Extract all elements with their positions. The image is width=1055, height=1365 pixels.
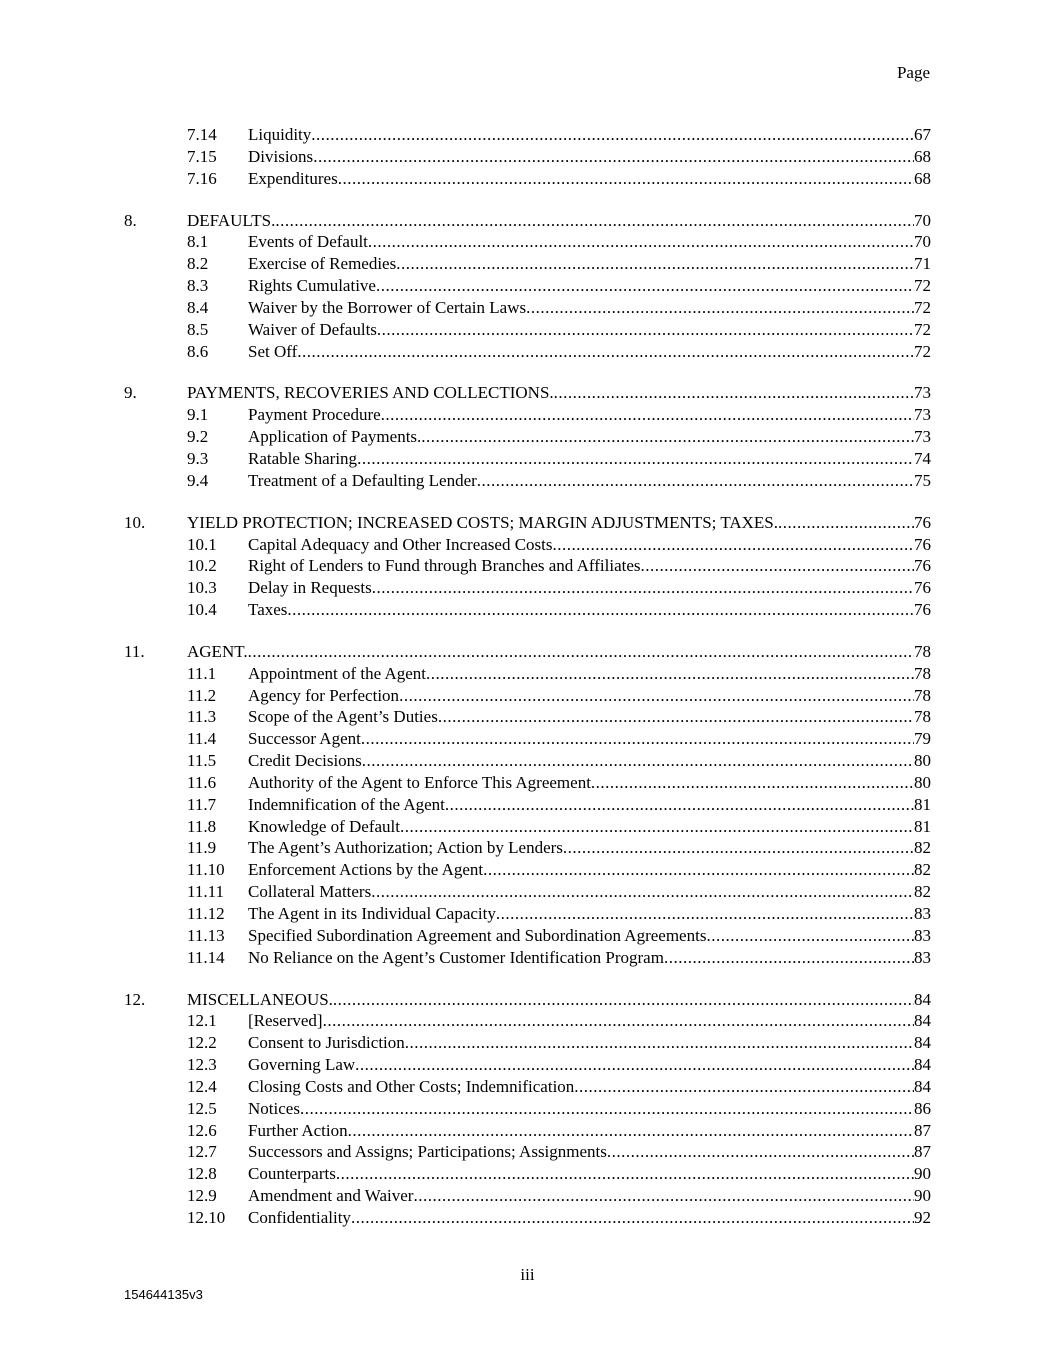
dot-leader: [287, 599, 914, 621]
subsection-title: Application of Payments.: [248, 427, 422, 447]
subsection-title: Events of Default: [248, 232, 368, 252]
dot-leader: [361, 728, 914, 750]
subsection-number: 12.7: [187, 1142, 217, 1162]
page-number: iii: [520, 1265, 535, 1284]
subsection-number: 7.14: [187, 125, 217, 144]
dot-leader: [297, 341, 914, 363]
subsection-number: 7.16: [187, 168, 217, 188]
toc-subsection-row: [0, 1185, 1055, 1207]
dot-leader: [413, 1185, 914, 1207]
toc-subsection-row: [0, 426, 1055, 448]
toc-subsection-row: [0, 1054, 1055, 1076]
page-ref: 68: [914, 168, 931, 188]
subsection-title: Waiver by the Borrower of Certain Laws: [248, 297, 527, 317]
toc-subsection-row: [0, 448, 1055, 470]
page-ref: 76: [914, 600, 931, 620]
page-ref: 84: [914, 1076, 931, 1096]
subsection-number: 11.13: [187, 925, 225, 945]
dot-leader: [357, 448, 914, 470]
toc-subsection-row: [0, 599, 1055, 621]
toc-entry-link[interactable]: [248, 231, 931, 253]
dot-leader: [477, 470, 914, 492]
subsection-title: Agency for Perfection: [248, 685, 400, 705]
page-ref: 87: [914, 1142, 931, 1162]
page-column-label: Page: [896, 63, 930, 82]
page-ref: 83: [914, 904, 931, 923]
toc-subsection-row: [0, 534, 1055, 556]
subsection-title: Counterparts: [248, 1164, 336, 1184]
toc-section-heading: [0, 641, 1055, 663]
subsection-title: Waiver of Defaults: [248, 319, 377, 339]
page-ref: 86: [914, 1098, 931, 1118]
toc-entry-link[interactable]: [248, 750, 931, 772]
page-ref: 84: [914, 1055, 931, 1075]
toc-entry-link[interactable]: [248, 534, 931, 556]
toc-entry-link[interactable]: [248, 728, 931, 750]
toc-subsection-row: [0, 663, 1055, 685]
page-ref: 71: [914, 254, 931, 274]
toc-subsection-row: [0, 1098, 1055, 1120]
subsection-title: Treatment of a Defaulting Lender: [248, 470, 477, 490]
subsection-number: 11.7: [187, 794, 217, 814]
subsection-number: 10.2: [187, 556, 217, 576]
subsection-number: 11.11: [187, 882, 224, 902]
dot-leader: [574, 1076, 914, 1098]
subsection-title: The Agent in its Individual Capacity: [248, 904, 496, 923]
page-ref: 68: [914, 146, 931, 166]
subsection-title: Taxes: [248, 600, 288, 620]
page-ref: 78: [914, 707, 931, 727]
dot-leader: [483, 859, 914, 881]
subsection-number: 9.3: [187, 448, 209, 468]
subsection-number: 8.4: [187, 297, 209, 317]
dot-leader: [563, 837, 914, 859]
toc-entry-link[interactable]: [248, 168, 931, 190]
subsection-title: The Agent’s Authorization; Action by Lenders: [248, 838, 563, 858]
page-ref: 84: [914, 989, 931, 1009]
toc-section: [0, 124, 1055, 190]
dot-leader: [371, 881, 914, 903]
dot-leader: [496, 903, 914, 925]
toc-subsection-row: [0, 275, 1055, 297]
page-ref: 84: [914, 1033, 931, 1053]
dot-leader: [396, 253, 914, 275]
page-ref: 80: [914, 751, 931, 771]
toc-entry-link[interactable]: [248, 1098, 931, 1120]
toc-entry-link[interactable]: [248, 685, 931, 707]
toc-subsection-row: [0, 859, 1055, 881]
page-ref: 72: [914, 297, 931, 317]
subsection-number: 11.4: [187, 729, 217, 749]
section-title: DEFAULTS.: [187, 210, 276, 230]
subsection-number: 12.5: [187, 1098, 217, 1118]
subsection-title: Amendment and Waiver: [248, 1186, 414, 1206]
subsection-title: Enforcement Actions by the Agent: [248, 860, 484, 880]
page-ref: 78: [914, 685, 931, 705]
toc-entry-link[interactable]: [248, 297, 931, 319]
page-ref: 87: [914, 1120, 931, 1140]
toc-section-heading: [0, 989, 1055, 1011]
toc-subsection-row: [0, 124, 1055, 146]
toc-subsection-row: [0, 146, 1055, 168]
dot-leader: [421, 426, 914, 448]
toc-subsection-row: [0, 881, 1055, 903]
toc-subsection-row: [0, 1163, 1055, 1185]
dot-leader: [778, 512, 914, 534]
toc-subsection-row: [0, 1120, 1055, 1142]
toc-section: [0, 512, 1055, 621]
toc-entry-link[interactable]: [187, 382, 931, 404]
toc-entry-link[interactable]: [248, 470, 931, 492]
dot-leader: [381, 404, 914, 426]
page-ref: 82: [914, 860, 931, 880]
section-number: 10.: [124, 512, 146, 532]
toc-section: [0, 382, 1055, 491]
toc-subsection-row: [0, 577, 1055, 599]
toc-entry-link[interactable]: [248, 1032, 931, 1054]
toc-entry-link[interactable]: [248, 794, 931, 816]
page-ref: 70: [914, 232, 931, 252]
toc-entry-link[interactable]: [248, 253, 931, 275]
dot-leader: [376, 275, 914, 297]
subsection-title: Closing Costs and Other Costs; Indemnification: [248, 1076, 575, 1096]
page-ref: 78: [914, 641, 931, 661]
subsection-number: 12.2: [187, 1033, 217, 1053]
subsection-title: Collateral Matters: [248, 882, 372, 902]
subsection-number: 11.9: [187, 838, 217, 858]
subsection-number: 10.4: [187, 600, 217, 620]
dot-leader: [438, 706, 914, 728]
toc-entry-link[interactable]: [248, 404, 931, 426]
toc-subsection-row: [0, 1010, 1055, 1032]
toc-entry-link[interactable]: [248, 426, 931, 448]
toc-entry-link[interactable]: [248, 881, 931, 903]
dot-leader: [405, 1032, 914, 1054]
dot-leader: [368, 231, 914, 253]
page-ref: 67: [914, 125, 931, 144]
dot-leader: [300, 1098, 914, 1120]
toc-entry-link[interactable]: [248, 599, 931, 621]
subsection-title: Indemnification of the Agent: [248, 794, 445, 814]
subsection-number: 11.5: [187, 751, 217, 771]
subsection-title: Scope of the Agent’s Duties: [248, 707, 438, 727]
subsection-number: 12.4: [187, 1076, 217, 1096]
page-ref: 84: [914, 1011, 931, 1031]
dot-leader: [706, 925, 914, 947]
dot-leader: [275, 210, 914, 232]
subsection-title: Confidentiality: [248, 1207, 351, 1227]
subsection-number: 8.3: [187, 276, 209, 296]
subsection-number: 11.6: [187, 772, 217, 792]
section-title: MISCELLANEOUS.: [187, 989, 333, 1009]
toc-entry-link[interactable]: [248, 275, 931, 297]
subsection-number: 7.15: [187, 146, 217, 166]
subsection-number: 8.5: [187, 319, 209, 339]
toc-entry-link[interactable]: [248, 1010, 931, 1032]
toc-subsection-row: [0, 750, 1055, 772]
toc-entry-link[interactable]: [248, 341, 931, 363]
toc-entry-link[interactable]: [248, 925, 931, 947]
subsection-number: 11.10: [187, 860, 225, 880]
table-of-contents: [0, 124, 1055, 1249]
subsection-number: 8.2: [187, 254, 209, 274]
toc-entry-link[interactable]: [248, 1185, 931, 1207]
page-ref: 73: [914, 405, 931, 425]
subsection-title: Capital Adequacy and Other Increased Costs: [248, 534, 553, 554]
section-number: 9.: [124, 383, 137, 403]
toc-entry-link[interactable]: [248, 816, 931, 838]
subsection-number: 9.1: [187, 405, 209, 425]
subsection-number: 11.12: [187, 904, 225, 923]
toc-entry-link[interactable]: [248, 1054, 931, 1076]
page-ref: 82: [914, 838, 931, 858]
toc-subsection-row: [0, 1141, 1055, 1163]
subsection-title: Delay in Requests: [248, 578, 372, 598]
subsection-title: Rights Cumulative: [248, 276, 376, 296]
toc-entry-link[interactable]: [248, 903, 931, 925]
page-ref: 81: [914, 816, 931, 836]
toc-entry-link[interactable]: [248, 663, 931, 685]
subsection-number: 11.1: [187, 663, 217, 683]
subsection-number: 11.8: [187, 816, 217, 836]
dot-leader: [248, 641, 914, 663]
toc-subsection-row: [0, 772, 1055, 794]
dot-leader: [400, 816, 914, 838]
toc-subsection-row: [0, 297, 1055, 319]
section-title: AGENT.: [187, 641, 248, 661]
subsection-title: Credit Decisions: [248, 751, 362, 771]
dot-leader: [323, 1010, 914, 1032]
dot-leader: [399, 685, 914, 707]
dot-leader: [362, 750, 914, 772]
page-ref: 92: [914, 1207, 931, 1227]
page-ref: 90: [914, 1186, 931, 1206]
toc-subsection-row: [0, 903, 1055, 925]
dot-leader: [591, 772, 914, 794]
toc-subsection-row: [0, 1076, 1055, 1098]
dot-leader: [664, 947, 914, 969]
toc-entry-link[interactable]: [187, 989, 931, 1011]
page-ref: 76: [914, 578, 931, 598]
subsection-number: 12.10: [187, 1207, 226, 1227]
page-ref: 83: [914, 925, 931, 945]
toc-entry-link[interactable]: [248, 772, 931, 794]
toc-section: [0, 210, 1055, 363]
section-title: PAYMENTS, RECOVERIES AND COLLECTIONS.: [187, 383, 554, 403]
dot-leader: [553, 534, 915, 556]
subsection-number: 10.3: [187, 578, 217, 598]
subsection-number: 12.1: [187, 1011, 217, 1031]
subsection-number: 11.2: [187, 685, 217, 705]
subsection-number: 9.4: [187, 470, 209, 490]
toc-subsection-row: [0, 947, 1055, 969]
toc-entry-link[interactable]: [248, 448, 931, 470]
page-ref: 79: [914, 729, 931, 749]
subsection-number: 12.3: [187, 1055, 217, 1075]
toc-entry-link[interactable]: [248, 146, 931, 168]
subsection-title: Appointment of the Agent: [248, 663, 427, 683]
section-number: 11.: [124, 641, 145, 661]
toc-subsection-row: [0, 794, 1055, 816]
dot-leader: [355, 1054, 914, 1076]
dot-leader: [641, 555, 914, 577]
page-ref: 82: [914, 882, 931, 902]
page-ref: 90: [914, 1164, 931, 1184]
page-ref: 83: [914, 947, 931, 967]
subsection-title: No Reliance on the Agent’s Customer Identification Program: [248, 947, 664, 967]
toc-entry-link[interactable]: [187, 641, 931, 663]
page-ref: 74: [914, 448, 931, 468]
toc-subsection-row: [0, 319, 1055, 341]
subsection-title: Knowledge of Default: [248, 816, 401, 836]
toc-section-heading: [0, 382, 1055, 404]
subsection-title: Authority of the Agent to Enforce This Agreement: [248, 772, 591, 792]
toc-entry-link[interactable]: [248, 706, 931, 728]
section-number: 8.: [124, 210, 137, 230]
toc-entry-link[interactable]: [248, 319, 931, 341]
page-ref: 73: [914, 383, 931, 403]
subsection-title: Set Off: [248, 341, 298, 361]
dot-leader: [554, 382, 914, 404]
toc-subsection-row: [0, 253, 1055, 275]
dot-leader: [338, 168, 914, 190]
toc-subsection-row: [0, 816, 1055, 838]
subsection-title: Right of Lenders to Fund through Branches and Affiliates: [248, 556, 641, 576]
toc-entry-link[interactable]: [187, 512, 931, 534]
toc-entry-link[interactable]: [248, 1120, 931, 1142]
toc-section: [0, 641, 1055, 969]
page-ref: 76: [914, 534, 931, 554]
page-ref: 75: [914, 470, 931, 490]
dot-leader: [526, 297, 914, 319]
subsection-title: [Reserved]: [248, 1011, 323, 1031]
page-ref: 73: [914, 427, 931, 447]
subsection-title: Divisions: [248, 146, 314, 166]
subsection-title: Successor Agent: [248, 729, 361, 749]
toc-entry-link[interactable]: [248, 1163, 931, 1185]
toc-entry-link[interactable]: [248, 555, 931, 577]
subsection-number: 9.2: [187, 427, 209, 447]
toc-entry-link[interactable]: [248, 1207, 931, 1229]
subsection-number: 12.8: [187, 1164, 217, 1184]
subsection-number: 11.3: [187, 707, 217, 727]
dot-leader: [377, 319, 914, 341]
toc-subsection-row: [0, 837, 1055, 859]
toc-subsection-row: [0, 341, 1055, 363]
dot-leader: [445, 794, 914, 816]
toc-entry-link[interactable]: [187, 210, 931, 232]
dot-leader: [607, 1141, 914, 1163]
dot-leader: [336, 1163, 914, 1185]
toc-subsection-row: [0, 168, 1055, 190]
toc-subsection-row: [0, 1207, 1055, 1229]
toc-subsection-row: [0, 728, 1055, 750]
subsection-title: Specified Subordination Agreement and Subordination Agreements: [248, 925, 707, 945]
subsection-title: Governing Law: [248, 1055, 356, 1075]
subsection-number: 12.9: [187, 1186, 217, 1206]
toc-subsection-row: [0, 706, 1055, 728]
page-ref: 76: [914, 512, 931, 532]
subsection-title: Liquidity: [248, 125, 312, 144]
subsection-title: Further Action: [248, 1120, 348, 1140]
toc-section-heading: [0, 210, 1055, 232]
subsection-title: Consent to Jurisdiction: [248, 1033, 405, 1053]
subsection-number: 8.1: [187, 232, 209, 252]
page-ref: 80: [914, 772, 931, 792]
toc-subsection-row: [0, 231, 1055, 253]
toc-entry-link[interactable]: [248, 124, 931, 146]
dot-leader: [333, 989, 914, 1011]
subsection-title: Payment Procedure: [248, 405, 381, 425]
section-number: 12.: [124, 989, 146, 1009]
subsection-title: Notices: [248, 1098, 300, 1118]
toc-entry-link[interactable]: [248, 577, 931, 599]
toc-entry-link[interactable]: [248, 1076, 931, 1098]
page-ref: 72: [914, 319, 931, 339]
toc-section: [0, 989, 1055, 1229]
toc-entry-link[interactable]: [248, 837, 931, 859]
page-ref: 72: [914, 276, 931, 296]
toc-subsection-row: [0, 555, 1055, 577]
dot-leader: [372, 577, 914, 599]
subsection-number: 8.6: [187, 341, 209, 361]
toc-entry-link[interactable]: [248, 947, 931, 969]
page-ref: 81: [914, 794, 931, 814]
subsection-number: 10.1: [187, 534, 217, 554]
page-ref: 72: [914, 341, 931, 361]
dot-leader: [351, 1207, 914, 1229]
subsection-title: Exercise of Remedies: [248, 254, 397, 274]
toc-section-heading: [0, 512, 1055, 534]
toc-subsection-row: [0, 470, 1055, 492]
document-id: 154644135v3: [124, 1287, 203, 1302]
toc-subsection-row: [0, 685, 1055, 707]
subsection-title: Ratable Sharing: [248, 448, 358, 468]
toc-entry-link[interactable]: [248, 859, 931, 881]
page-ref: 78: [914, 663, 931, 683]
subsection-title: Successors and Assigns; Participations; Assignments: [248, 1142, 607, 1162]
dot-leader: [313, 146, 914, 168]
toc-entry-link[interactable]: [248, 1141, 931, 1163]
page-ref: 76: [914, 556, 931, 576]
subsection-number: 11.14: [187, 947, 225, 967]
toc-subsection-row: [0, 404, 1055, 426]
page-ref: 70: [914, 210, 931, 230]
toc-subsection-row: [0, 1032, 1055, 1054]
toc-subsection-row: [0, 925, 1055, 947]
subsection-title: Expenditures: [248, 168, 338, 188]
dot-leader: [348, 1120, 914, 1142]
subsection-number: 12.6: [187, 1120, 217, 1140]
section-title: YIELD PROTECTION; INCREASED COSTS; MARGIN ADJUSTMENTS; TAXES.: [187, 512, 778, 532]
dot-leader: [426, 663, 914, 685]
dot-leader: [311, 124, 914, 146]
